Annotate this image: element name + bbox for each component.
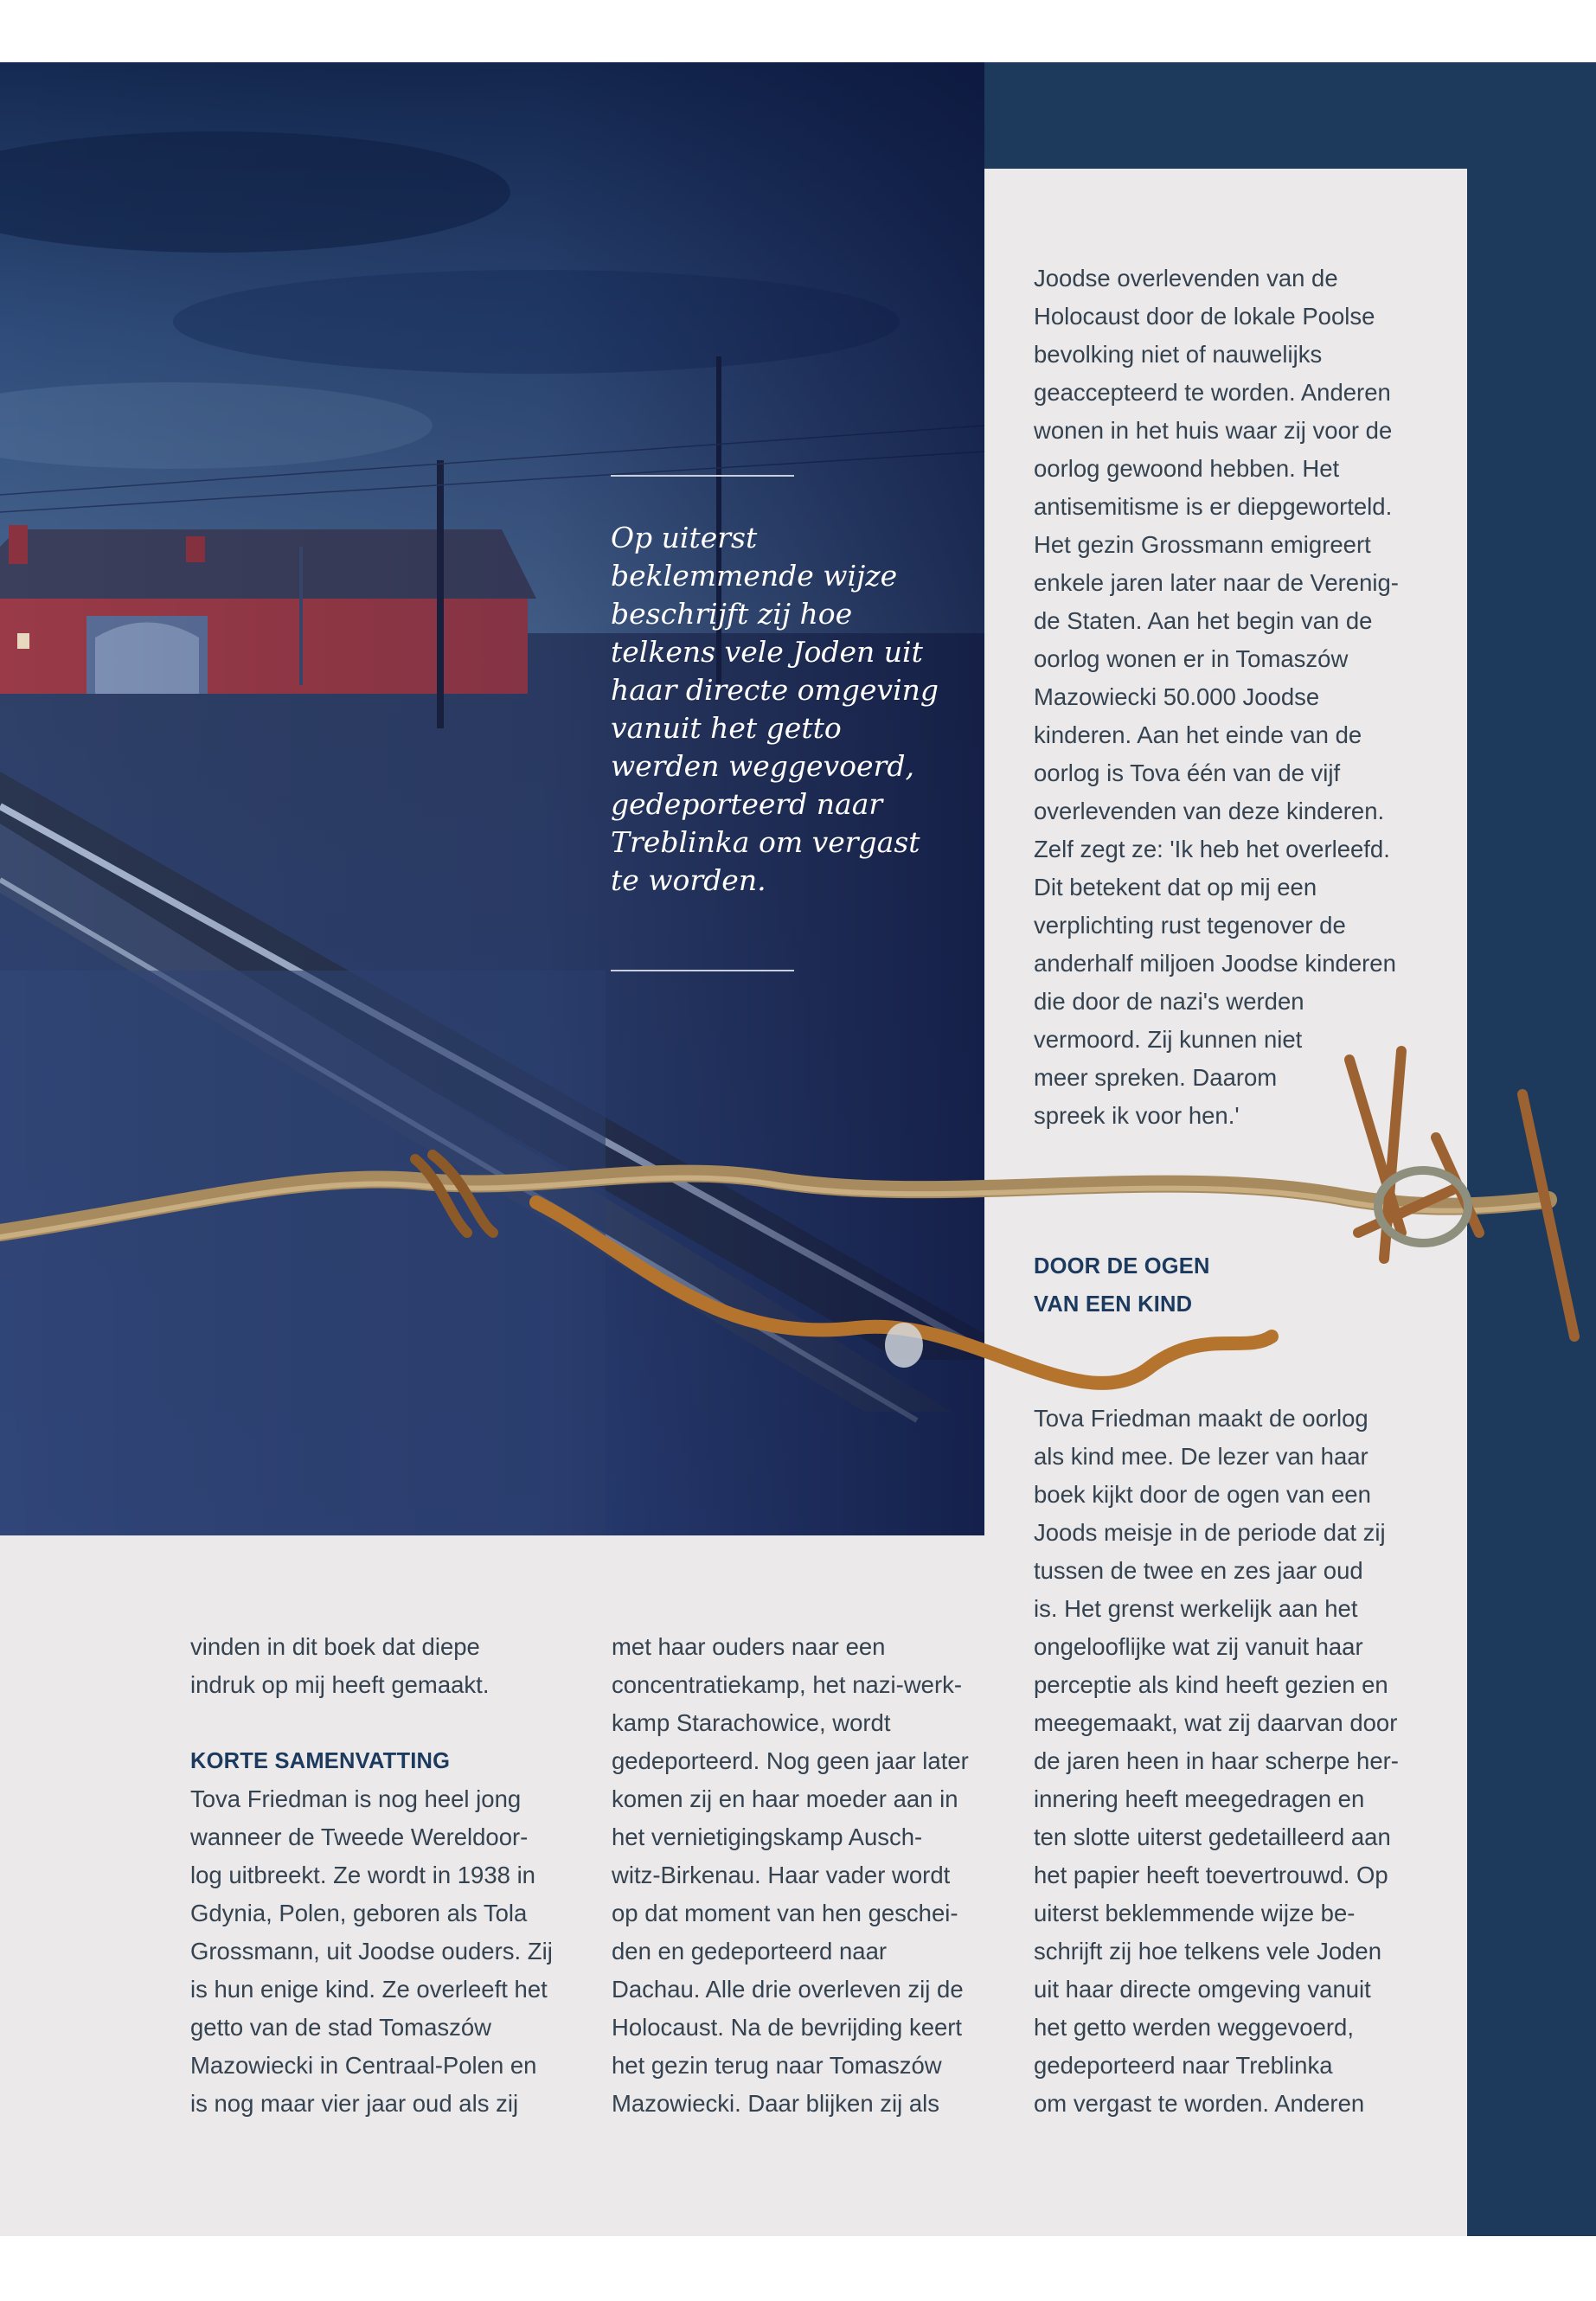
pull-quote: Op uiterst beklemmende wijze beschrijft zij hoe telkens vele Joden uit haar directe omgeving vanuit het getto werden weggevoerd, gedeporteerd naar Treblinka om vergast te worden. <box>611 521 939 897</box>
left-column-intro: vinden in dit boek dat diepe indruk op mij heeft gemaakt. <box>190 1633 490 1698</box>
heading-door-de-ogen: DOOR DE OGEN VAN EEN KIND <box>1034 1254 1210 1317</box>
middle-column-text: met haar ouders naar een concentratiekamp, het nazi-werk- kamp Starachowice, wordt gedeporteerd. Nog geen jaar later komen zij en haar moeder aan in het vernietigingskamp Ausch- witz-Birkenau. Haar vader wordt op dat moment van hen geschei- den en gedeporteerd naar Dachau. Alle drie overleven zij de Holocaust. Na de bevrijding keert het gezin terug naar Tomaszów Mazowiecki. Daar blijken zij als <box>612 1633 969 2117</box>
quote-rule-bottom <box>611 970 794 971</box>
right-column-top-text: Joodse overlevenden van de Holocaust door de lokale Poolse bevolking niet of nauwelijks geaccepteerd te worden. Anderen wonen in het huis waar zij voor de oorlog gewoond hebben. Het antisemitisme is er diepgeworteld. Het gezin Grossmann emigreert enkele jaren later naar de Verenig- de Staten. Aan het begin van de oorlog wonen er in Tomaszów Mazowiecki 50.000 Joodse kinderen. Aan het einde van de oorlog is Tova één van de vijf overlevenden van deze kinderen. Zelf zegt ze: 'Ik heb het overleefd. Dit betekent dat op mij een verplichting rust tegenover de anderhalf miljoen Joodse kinderen die door de nazi's werden vermoord. Zij kunnen niet meer spreken. Daarom spreek ik voor hen.' <box>1034 265 1399 1129</box>
left-column-body: Tova Friedman is nog heel jong wanneer de Tweede Wereldoor- log uitbreekt. Ze wordt in 1938 in Gdynia, Polen, geboren als Tola Grossmann, uit Joodse ouders. Zij is hun enige kind. Ze overleeft het getto van de stad Tomaszów Mazowiecki in Centraal-Polen en is nog maar vier jaar oud als zij <box>190 1785 553 2117</box>
quote-rule-top <box>611 475 794 477</box>
magazine-page <box>0 62 1596 2236</box>
heading-korte-samenvatting: KORTE SAMENVATTING <box>190 1749 451 1773</box>
right-column-bottom-text: Tova Friedman maakt de oorlog als kind mee. De lezer van haar boek kijkt door de ogen van een Joods meisje in de periode dat zij tussen de twee en zes jaar oud is. Het grenst werkelijk aan het ongelooflijke wat zij vanuit haar perceptie als kind heeft gezien en meegemaakt, wat zij daarvan door de jaren heen in haar scherpe her- innering heeft meegedragen en ten slotte uiterst gedetailleerd aan het papier heeft toevertrouwd. Op uiterst beklemmende wijze be- schrijft zij hoe telkens vele Joden uit haar directe omgeving vanuit het getto werden weggevoerd, gedeporteerd naar Treblinka om vergast te worden. Anderen <box>1034 1405 1399 2117</box>
